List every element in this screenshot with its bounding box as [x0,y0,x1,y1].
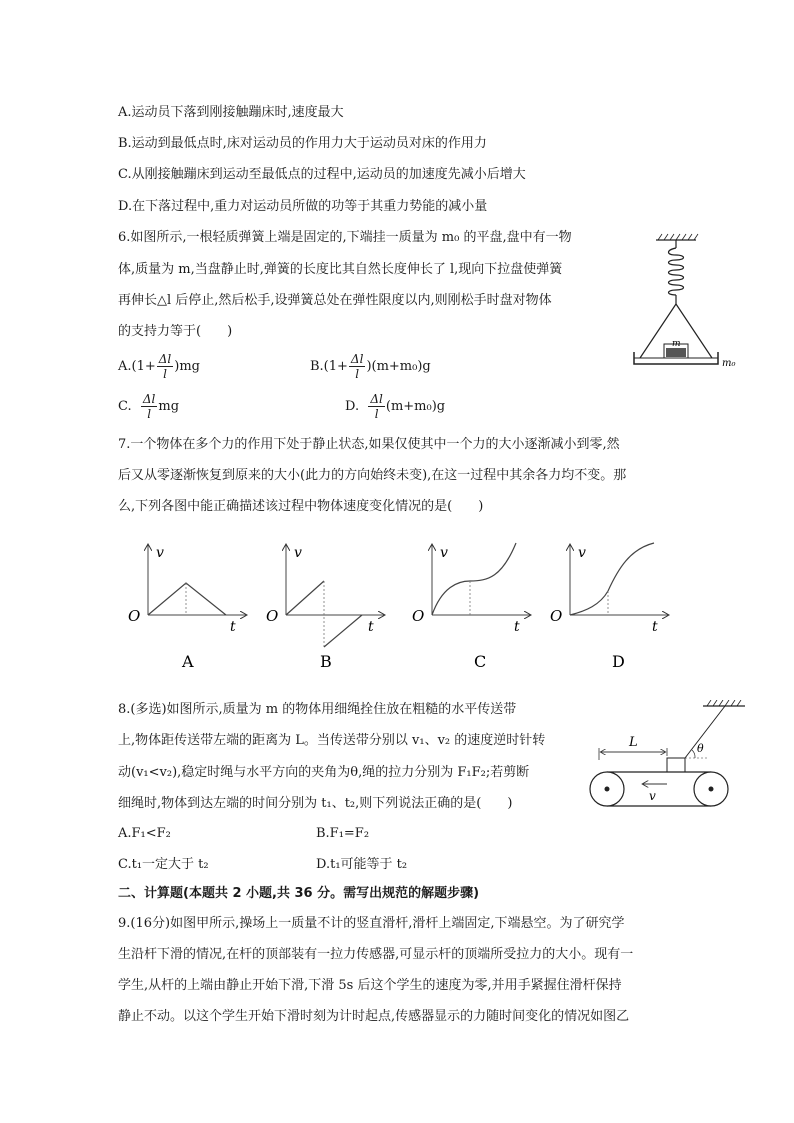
q8-stem-line3: 动(v₁<v₂),稳定时绳与水平方向的夹角为θ,绳的拉力分别为 F₁F₂;若剪断 [118,765,530,780]
spring-pan-figure [628,230,748,375]
fraction: $\frac{\Delta l}{l}$ [142,392,156,421]
svg-text:t: t [652,619,658,635]
q7-stem-line3: 么,下列各图中能正确描述该过程中物体速度变化情况的是( ) [118,499,484,514]
q8-stem-line4: 细绳时,物体到达左端的时间分别为 t₁、t₂,则下列说法正确的是( ) [118,796,513,811]
fraction: $\frac{\Delta l}{l}$ [350,352,364,381]
theta-label: θ [697,742,704,755]
graph-b-label: B [320,652,332,671]
svg-text:t: t [368,619,374,635]
q8-option-d: D.t₁可能等于 t₂ [316,857,408,872]
svg-text:v: v [156,545,164,561]
q5-option-c: C.从刚接触蹦床到运动至最低点的过程中,运动员的加速度先减小后增大 [118,167,526,182]
svg-text:t: t [230,619,236,635]
q8-option-b: B.F₁=F₂ [316,826,370,841]
svg-text:v: v [294,545,302,561]
svg-text:O: O [128,607,141,625]
q9-stem-line1: 9.(16分)如图甲所示,操场上一质量不计的竖直滑杆,滑杆上端固定,下端悬空。为了研究学 [118,916,625,931]
svg-text:v: v [440,545,448,561]
q8-stem-line2: 上,物体距传送带左端的距离为 L。当传送带分别以 v₁、v₂ 的速度逆时针转 [118,733,546,748]
velocity-v-label: v [649,789,656,803]
q6-option-b: B.(1+ $\frac{\Delta l}{l}$ )(m+m₀)g [310,352,431,381]
vt-graphs-figure [118,535,678,675]
conveyor-belt-figure [585,700,755,815]
graph-d-label: D [612,652,625,671]
fraction: $\frac{\Delta l}{l}$ [370,392,383,421]
q7-stem-line2: 后又从零逐渐恢复到原来的大小(此力的方向始终未变),在这一过程中其余各力均不变。那 [118,468,627,483]
graph-c-label: C [474,652,487,671]
q5-option-d: D.在下落过程中,重力对运动员所做的功等于其重力势能的减小量 [118,199,488,214]
q6-stem-line4: 的支持力等于( ) [118,324,233,339]
q6-option-c: C. $\frac{\Delta l}{l}$ mg [118,392,180,421]
q5-option-a: A.运动员下落到刚接触蹦床时,速度最大 [118,105,344,120]
q6-stem-line1: 6.如图所示,一根轻质弹簧上端是固定的,下端挂一质量为 m₀ 的平盘,盘中有一物 [118,230,572,245]
q6-stem-line3: 再伸长△l 后停止,然后松手,设弹簧总处在弹性限度以内,则刚松手时盘对物体 [118,293,552,308]
svg-text:v: v [578,545,586,561]
q9-stem-line4: 静止不动。以这个学生开始下滑时刻为计时起点,传感器显示的力随时间变化的情况如图乙 [118,1009,630,1024]
q6-option-a: A.(1+ $\frac{\Delta l}{l}$ )mg [118,352,201,381]
graph-c [412,543,530,671]
mass-m0-label: m₀ [722,358,736,369]
q6-stem-line2: 体,质量为 m,当盘静止时,弹簧的长度比其自然长度伸长了 l,现向下拉盘使弹簧 [118,262,563,277]
length-l-label: L [629,735,638,750]
graph-d [550,543,668,671]
graph-a [128,545,246,671]
mass-m-label: m [672,339,681,349]
svg-text:O: O [412,607,425,625]
q7-stem-line1: 7.一个物体在多个力的作用下处于静止状态,如果仅使其中一个力的大小逐渐减小到零,然 [118,437,620,452]
q5-option-b: B.运动到最低点时,床对运动员的作用力大于运动员对床的作用力 [118,136,487,151]
q8-option-a: A.F₁<F₂ [118,826,171,841]
svg-text:O: O [266,607,279,625]
q9-stem-line3: 学生,从杆的上端由静止开始下滑,下滑 5s 后这个学生的速度为零,并用手紧握住滑杆保持 [118,978,622,993]
section-heading: 二、计算题(本题共 2 小题,共 36 分。需写出规范的解题步骤) [118,886,480,901]
svg-text:O: O [550,607,563,625]
graph-b [266,545,384,671]
fraction: $\frac{\Delta l}{l}$ [158,352,172,381]
q6-option-d: D. $\frac{\Delta l}{l}$ (m+m₀)g [345,392,446,421]
q8-option-c: C.t₁一定大于 t₂ [118,857,209,872]
graph-a-label: A [182,652,194,671]
svg-text:t: t [514,619,520,635]
q9-stem-line2: 生沿杆下滑的情况,在杆的顶部装有一拉力传感器,可显示杆的顶端所受拉力的大小。现有一 [118,947,634,962]
q8-stem-line1: 8.(多选)如图所示,质量为 m 的物体用细绳拴住放在粗糙的水平传送带 [118,702,517,717]
